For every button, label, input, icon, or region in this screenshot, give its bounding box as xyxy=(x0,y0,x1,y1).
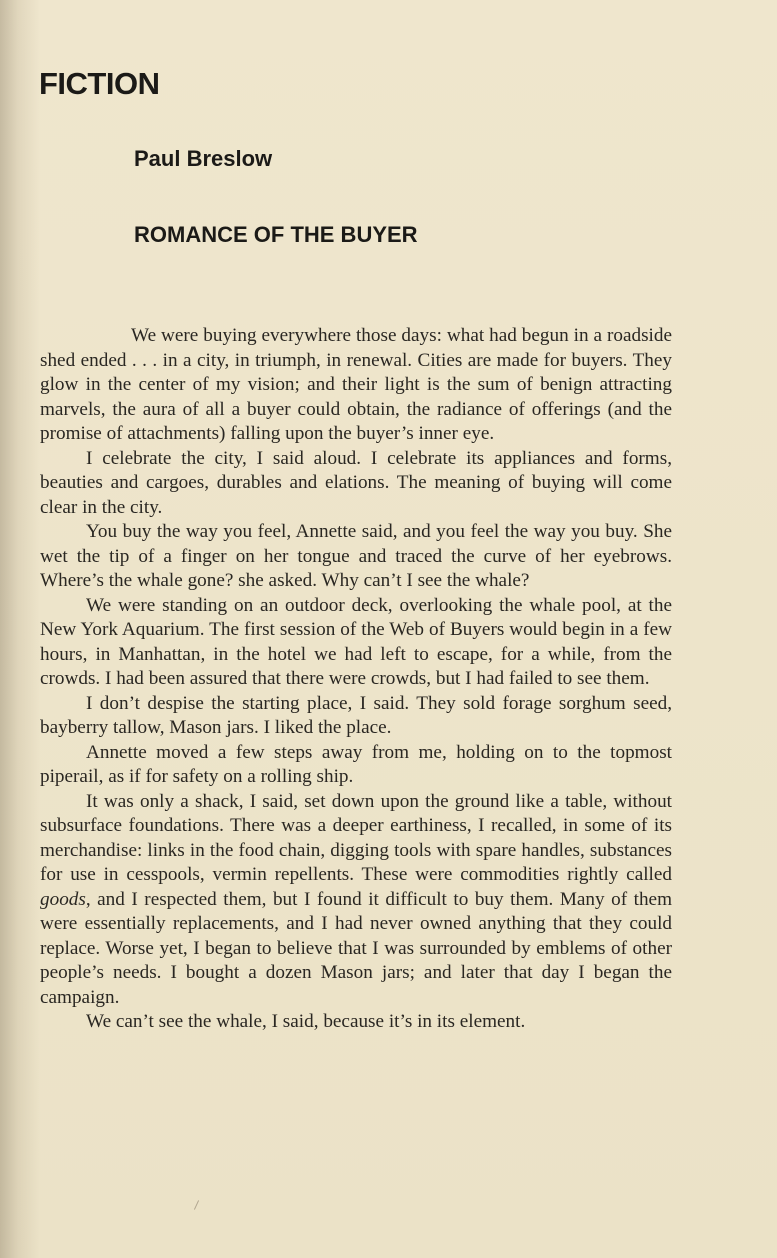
story-title: ROMANCE OF THE BUYER xyxy=(134,222,418,247)
paragraph: We were buying everywhere those days: what had begun in a roadside shed ended . . . in a city, in triumph, in renewal. Cities are made for buyers. They glow in the center of my vision; and their light is the sum of benign attracting marvels, the aura of all a buyer could obtain, the radiance of offerings (and the promise of attachments) falling upon the buyer’s inner eye. xyxy=(40,325,672,444)
story-body xyxy=(40,324,672,1035)
paragraph: We were standing on an outdoor deck, overlooking the whale pool, at the New York Aquarium. The first session of the Web of Buyers would begin in a few hours, in Manhattan, in the hotel we had left to escape, for a while, from the crowds. I had been assured that there were crowds, but I had failed to see them. xyxy=(40,594,672,689)
paragraph-text: , and I respected them, but I found it difficult to buy them. Many of them were essentially replacements, and I had never owned anything that they could replace. Worse yet, I began to believe that I was surrounded by emblems of other people’s needs. I bought a dozen Mason jars; and later that day I began the campaign. xyxy=(40,888,672,1008)
paragraph: You buy the way you feel, Annette said, and you feel the way you buy. She wet the tip of a finger on her tongue and traced the curve of her eyebrows. Where’s the whale gone? she asked. Why can’t I see the whale? xyxy=(40,521,672,591)
section-label: FICTION xyxy=(39,66,160,101)
paragraph: We can’t see the whale, I said, because it’s in its element. xyxy=(86,1011,526,1032)
author-name: Paul Breslow xyxy=(134,146,273,171)
paragraph: I celebrate the city, I said aloud. I celebrate its appliances and forms, beauties and cargoes, durables and elations. The meaning of buying will come clear in the city. xyxy=(40,447,672,518)
paragraph: Annette moved a few steps away from me, holding on to the topmost piperail, as if for safety on a rolling ship. xyxy=(40,741,672,787)
paragraph-text: It was only a shack, I said, set down upon the ground like a table, without subsurface foundations. There was a deeper earthiness, I recalled, in some of its merchandise: links in the food chain, digging tools with spare handles, substances for use in cesspools, vermin repellents. These were commodities rightly called xyxy=(40,790,672,885)
paragraph: I don’t despise the starting place, I said. They sold forage sorghum seed, bayberry tallow, Mason jars. I liked the place. xyxy=(40,692,672,738)
emphasis-goods: goods xyxy=(40,888,86,910)
paragraph xyxy=(40,790,672,1011)
pencil-mark xyxy=(194,1200,199,1209)
